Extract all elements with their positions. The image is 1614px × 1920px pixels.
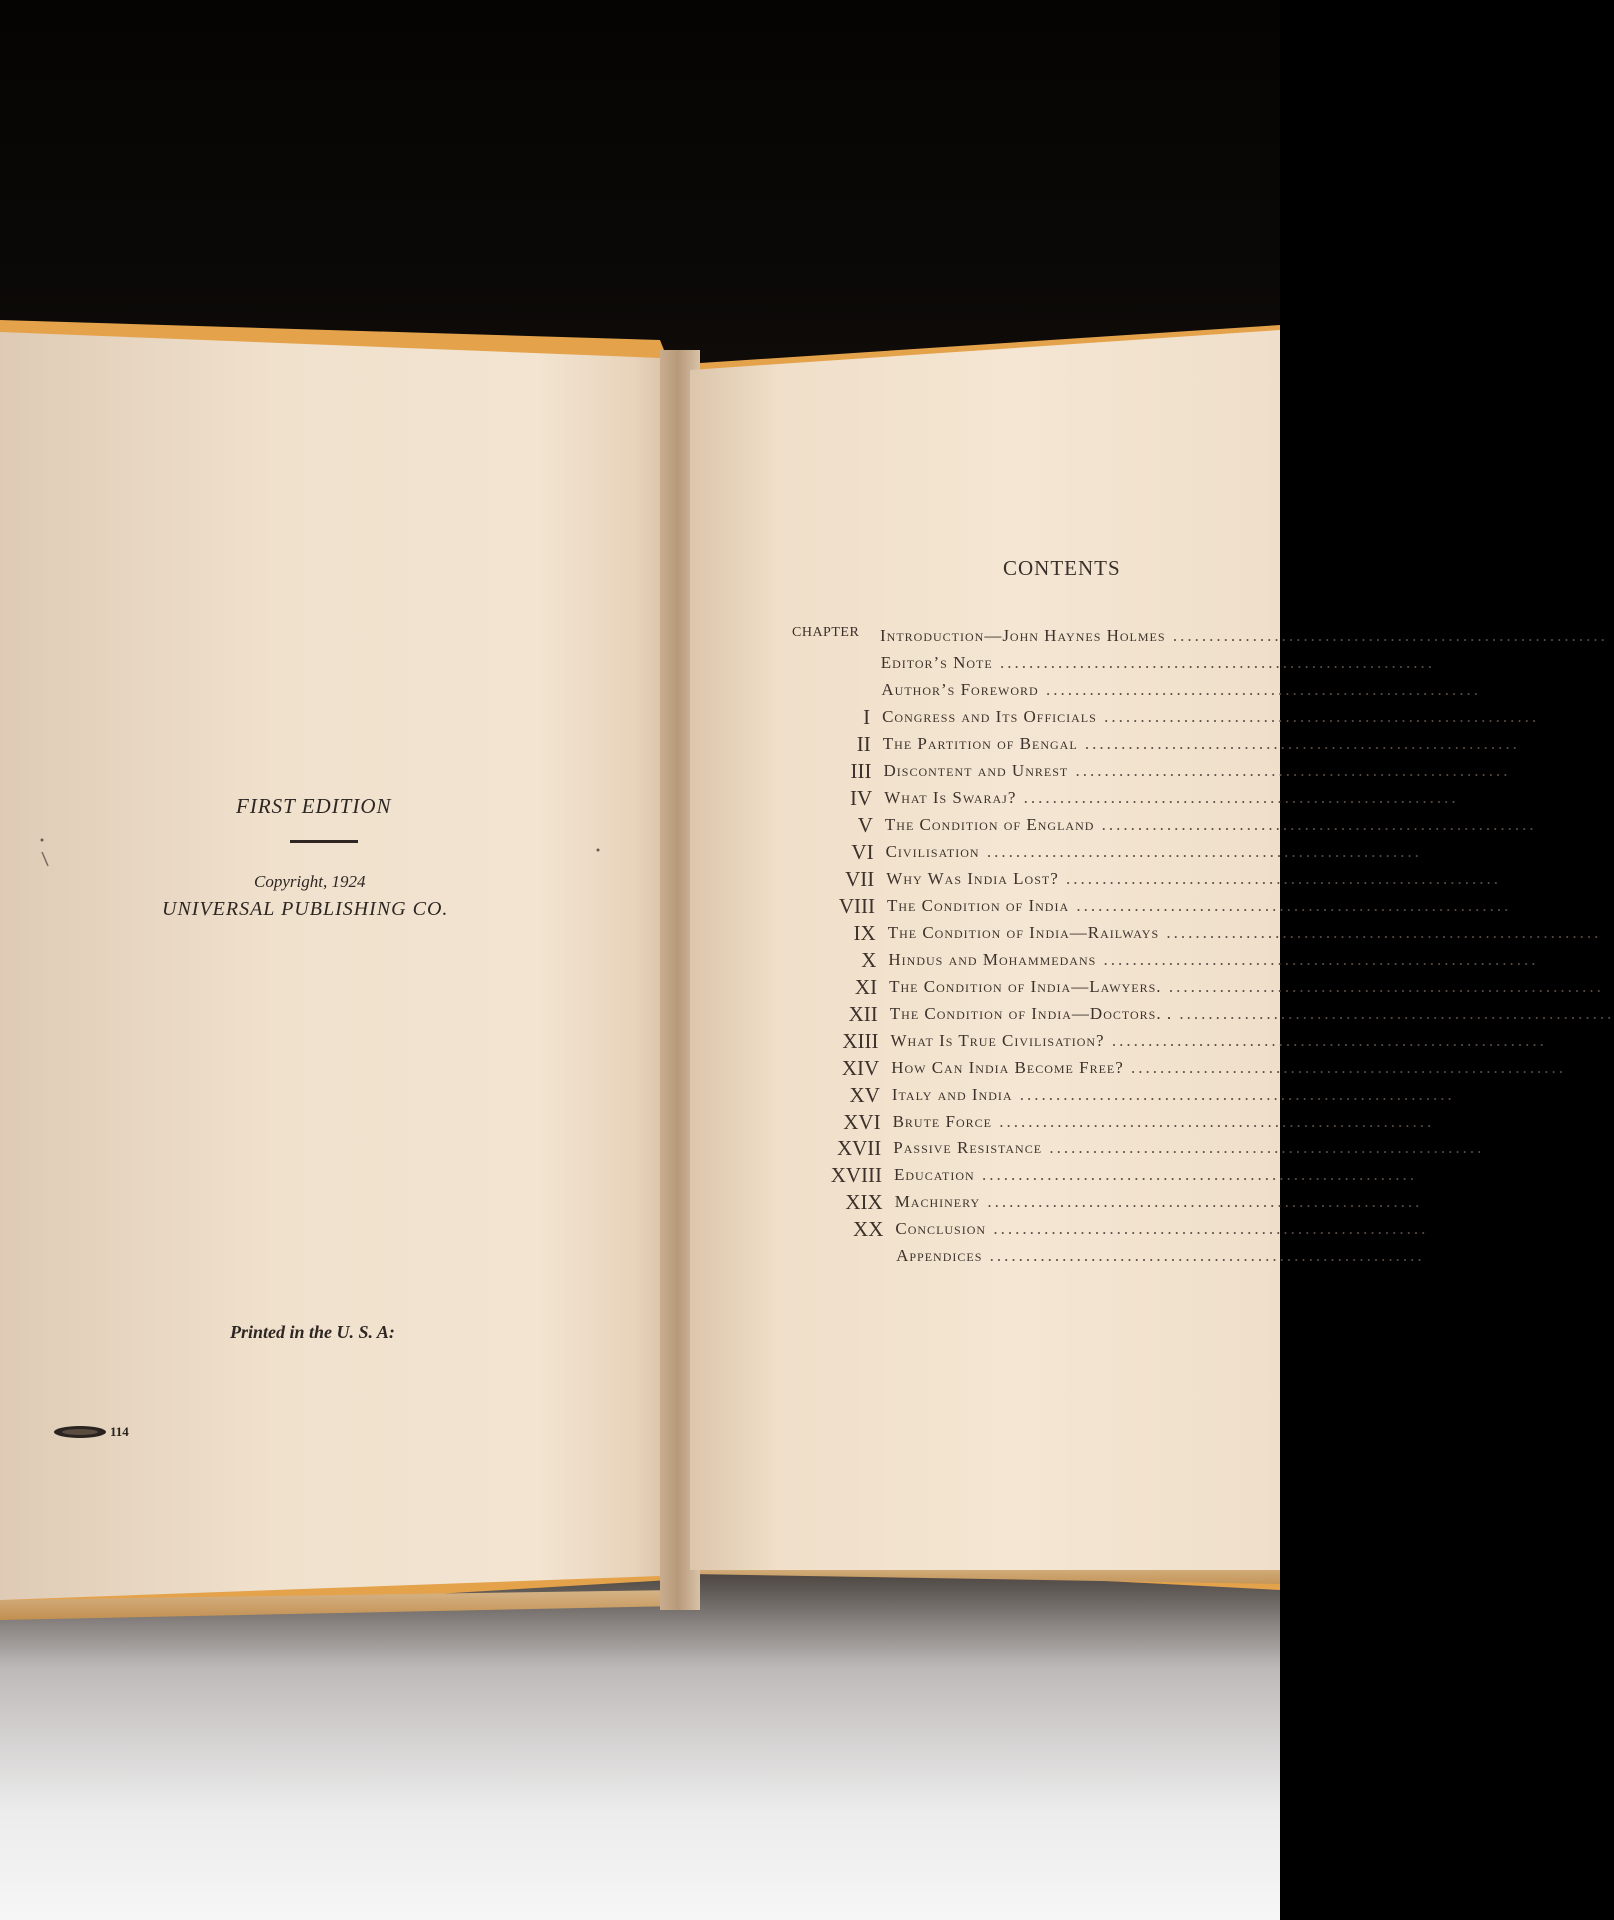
toc-entry-label: The Partition of Bengal [882,734,1078,754]
toc-leader-dots: ............................................................ [992,653,1435,673]
toc-entry-title [887,922,1602,943]
toc-entry-label: Introduction—John Haynes Holmes [880,626,1166,646]
toc-entry-label: The Condition of India [887,895,1070,915]
toc-entry-label: Author’s Foreword [881,680,1039,700]
toc-leader-dots: ............................................................ [1096,949,1539,969]
toc-entry-title [889,976,1604,997]
toc-entry-title [891,1057,1567,1078]
toc-leader-dots: ............................................................ [1159,922,1602,942]
toc-entry-title [892,1111,1435,1132]
toc-entry-title [893,1138,1485,1158]
toc-leader-dots: ............................................................ [982,1246,1425,1266]
toc-chapter-number: XX [853,1217,884,1242]
toc-chapter-number: III [850,759,872,784]
toc-chapter-number: XVII [836,1136,882,1161]
toc-entry-title [895,1219,1429,1239]
toc-entry-label: Congress and Its Officials [882,707,1097,727]
toc-entry-label: Discontent and Unrest [883,761,1069,781]
toc-entry-title [883,761,1511,781]
toc-leader-dots: ............................................................ [1165,626,1608,646]
toc-entry-label: What Is True Civilisation? [890,1030,1105,1050]
toc-entry-title [880,653,1435,673]
toc-entry-title [889,1003,1614,1024]
toc-entry-label: The Condition of India—Doctors. . [889,1003,1173,1023]
toc-leader-dots: ............................................................ [1068,761,1511,781]
toc-leader-dots: ............................................................ [1069,895,1512,915]
toc-chapter-number: XI [854,974,878,999]
toc-chapter-number: XV [849,1082,880,1107]
toc-entry-title [884,788,1459,808]
toc-chapter-number: XVI [843,1109,881,1134]
toc-entry-label: The Condition of India—Lawyers. [889,976,1162,996]
contents-title: CONTENTS [1003,556,1121,580]
toc-leader-dots: ............................................................ [1161,976,1604,996]
toc-entry-label: The Condition of England [884,815,1095,835]
copyright-line: Copyright, 1924 [254,872,366,891]
toc-entry-label: Hindus and Mohammedans [888,949,1097,969]
toc-entry-label: The Condition of India—Railways [887,922,1160,942]
toc-entry-label: How Can India Become Free? [891,1057,1124,1077]
toc-leader-dots: ............................................................ [1104,1030,1547,1050]
union-number: 114 [110,1424,129,1439]
toc-entry-label: Why Was India Lost? [886,868,1059,888]
toc-entry-title [896,1246,1425,1266]
page-specks [0,0,690,1600]
toc-entry-label: Appendices [896,1246,983,1266]
toc-chapter-number: IV [850,786,873,811]
toc-entry-title [884,815,1537,835]
toc-chapter-number: X [861,947,877,972]
toc-chapter-number: VII [845,866,875,891]
toc-entry-label: Italy and India [891,1084,1013,1104]
toc-leader-dots: ............................................................ [980,1192,1423,1212]
toc-leader-dots: ............................................................ [986,1219,1429,1239]
toc-entry-label: Brute Force [892,1111,992,1131]
toc-leader-dots: ............................................................ [991,1111,1435,1131]
toc-chapter-number: VIII [838,893,875,918]
toc-chapter-number: II [856,732,871,757]
toc-entry-label: Conclusion [895,1219,987,1239]
toc-leader-dots: ............................................................ [1096,707,1540,727]
chapter-column-header: CHAPTER [792,625,860,640]
toc-entry-label: Machinery [894,1192,981,1212]
toc-leader-dots: ............................................................ [1038,680,1481,700]
toc-entry-label: Passive Resistance [893,1138,1043,1158]
toc-chapter-number: VI [851,840,874,864]
toc-leader-dots: ............................................................ [1042,1138,1485,1158]
toc-entry-title [888,949,1539,970]
toc-entry-title [887,895,1512,916]
toc-chapter-number: XVIII [830,1163,882,1188]
toc-entry-title [890,1030,1547,1051]
toc-entry-title [885,842,1422,862]
toc-chapter-number: XIII [842,1028,879,1053]
publisher-name: UNIVERSAL PUBLISHING CO. [162,898,449,920]
toc-entry-label: Civilisation [885,842,980,861]
toc-entry-title [881,680,1481,700]
toc-leader-dots: ............................................................ [974,1165,1417,1185]
edition-label: FIRST EDITION [236,794,392,818]
toc-chapter-number: IX [853,920,876,945]
toc-entry-label: Education [894,1165,975,1185]
toc-chapter-number: V [857,813,873,838]
toc-entry-title [894,1192,1423,1212]
toc-entry-label: Editor’s Note [880,653,993,673]
toc-chapter-number: I [863,705,871,730]
toc-chapter-number: XII [848,1001,878,1026]
toc-entry-title [882,734,1520,754]
toc-leader-dots: ............................................................ [979,842,1422,861]
toc-entry-label: What Is Swaraj? [884,788,1017,808]
toc-chapter-number: XIV [841,1055,880,1080]
toc-leader-dots: ............................................................ [1058,868,1502,888]
toc-chapter-number: XIX [845,1190,883,1215]
toc-entry-title [891,1084,1455,1105]
printed-in-line: Printed in the U. S. A: [230,1322,395,1342]
toc-leader-dots: ............................................................ [1012,1084,1455,1104]
toc-entry-title [882,707,1540,727]
toc-leader-dots: ............................................................ [1172,1003,1614,1023]
toc-leader-dots: ............................................................ [1123,1057,1567,1077]
toc-leader-dots: ............................................................ [1077,734,1520,754]
toc-entry-title [880,626,1608,646]
toc-entry-title [894,1165,1417,1185]
toc-leader-dots: ............................................................ [1094,815,1537,835]
toc-entry-title [886,868,1502,889]
toc-leader-dots: ............................................................ [1016,788,1459,808]
